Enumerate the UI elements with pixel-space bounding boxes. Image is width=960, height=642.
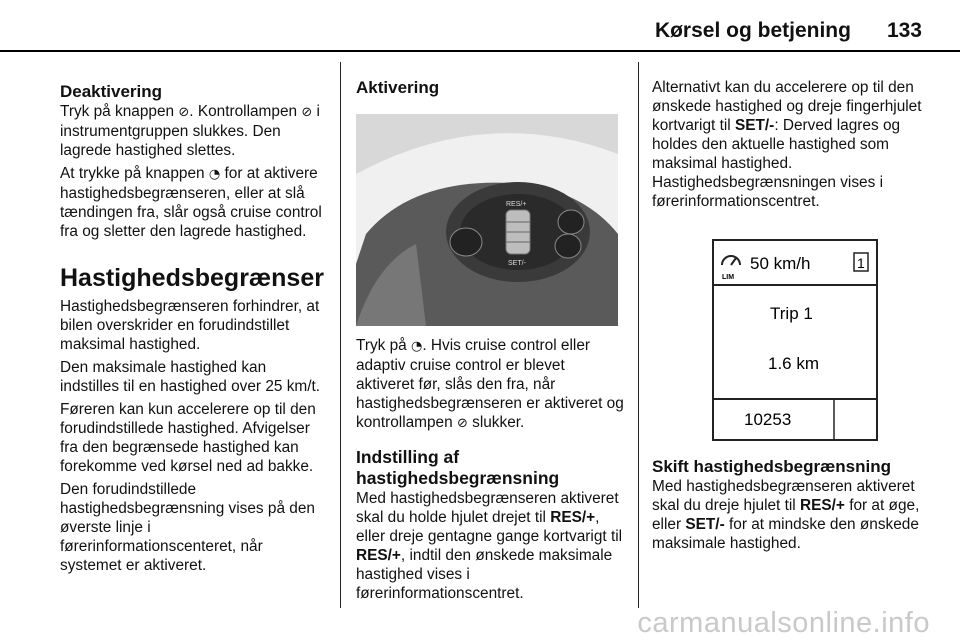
paragraph-deakt-2: At trykke på knappen ◔ for at aktivere hastighedsbegrænseren, eller at slå tændingen fra, slår også cruise control fra og sletter den lagrede hastighed.: [60, 165, 322, 240]
column-3: [652, 78, 924, 557]
set-label: SET/-: [508, 260, 526, 267]
trip-label: Trip 1: [770, 304, 813, 323]
paragraph-skift-1: Med hastighedsbegrænseren aktiveret skal du dreje hjulet til RES/+ for at øge, eller SET/- for at mindske den ønskede maksimale hastighed.: [652, 478, 920, 552]
heading-indstilling: Indstilling af hastighedsbegrænsning: [356, 447, 560, 488]
paragraph-hast-1: Hastighedsbegrænseren forhindrer, at bilen overskrider en forudindstillet maksimal hastighed.: [60, 298, 320, 353]
column-divider: [340, 62, 341, 608]
page-header: [655, 14, 922, 48]
trip-distance: 1.6 km: [768, 354, 820, 373]
paragraph-alt-1: Alternativt kan du accelerere op til den ønskede hastighed og dreje fingerhjulet kortvarigt til SET/-: Derved lagres og holdes den aktuelle hastighed som maksimal hastighed. Hastighedsbegrænsningen vises i førerinformationscentret.: [652, 79, 922, 210]
heading-deaktivering: Deaktivering: [60, 82, 163, 101]
column-divider: [638, 62, 639, 608]
heading-aktivering: Aktivering: [356, 78, 440, 97]
paragraph-hast-3: Føreren kan kun accelerere op til den forudindstillede hastighed. Afvigelser fra den begrænsede hastighed kan forekomme ved kørsel ned ad bakke.: [60, 401, 316, 475]
paragraph-akt-1: Tryk på ◔. Hvis cruise control eller adaptiv cruise control er blevet aktiveret før, slås den fra, når hastighedsbegrænseren er aktiveret og kontrollampen ⊘ slukker.: [356, 337, 624, 431]
cruise-off-icon: ⊘: [301, 105, 313, 120]
paragraph-deakt-1: Tryk på knappen ⊘. Kontrollampen ⊘ i instrumentgruppen slukkes. Den lagrede hastighed slettes.: [60, 103, 320, 159]
paragraph-hast-4: Den forudindstillede hastighedsbegrænsning vises på den øverste linje i førerinformationscenteret, når systemet er aktiveret.: [60, 481, 315, 574]
odometer: 10253: [744, 410, 792, 429]
heading-skift: Skift hastighedsbegrænsning: [652, 457, 891, 476]
heading-hastighedsbegraenser: Hastighedsbegrænser: [60, 264, 324, 292]
speedometer-icon: ◔: [411, 339, 423, 354]
section-title: Kørsel og betjening: [654, 19, 851, 42]
gear-indicator: 1: [857, 255, 865, 271]
cruise-off-icon: ⊘: [178, 105, 190, 120]
column-1: [60, 82, 326, 579]
column-2: [356, 78, 624, 607]
page-number: 133: [886, 19, 922, 42]
limit-speed: 50 km/h: [750, 254, 811, 273]
steering-wheel-illustration: [356, 114, 618, 326]
cruise-off-icon: ⊘: [456, 416, 468, 431]
res-label: RES/+: [506, 201, 527, 208]
header-rule: [0, 50, 960, 52]
paragraph-ind-1: Med hastighedsbegrænseren aktiveret skal du holde hjulet drejet til RES/+, eller dreje gentagne gange kortvarigt til RES/+, indtil den ønskede maksimale hastighed vises i førerinformationscentret.: [356, 490, 623, 602]
speedometer-icon: ◔: [208, 167, 221, 182]
lim-label: LIM: [722, 274, 735, 281]
paragraph-hast-2: Den maksimale hastighed kan indstilles til en hastighed over 25 km/t.: [60, 359, 321, 395]
driver-info-display: [712, 239, 878, 441]
watermark: carmanualsonline.info: [637, 607, 930, 639]
